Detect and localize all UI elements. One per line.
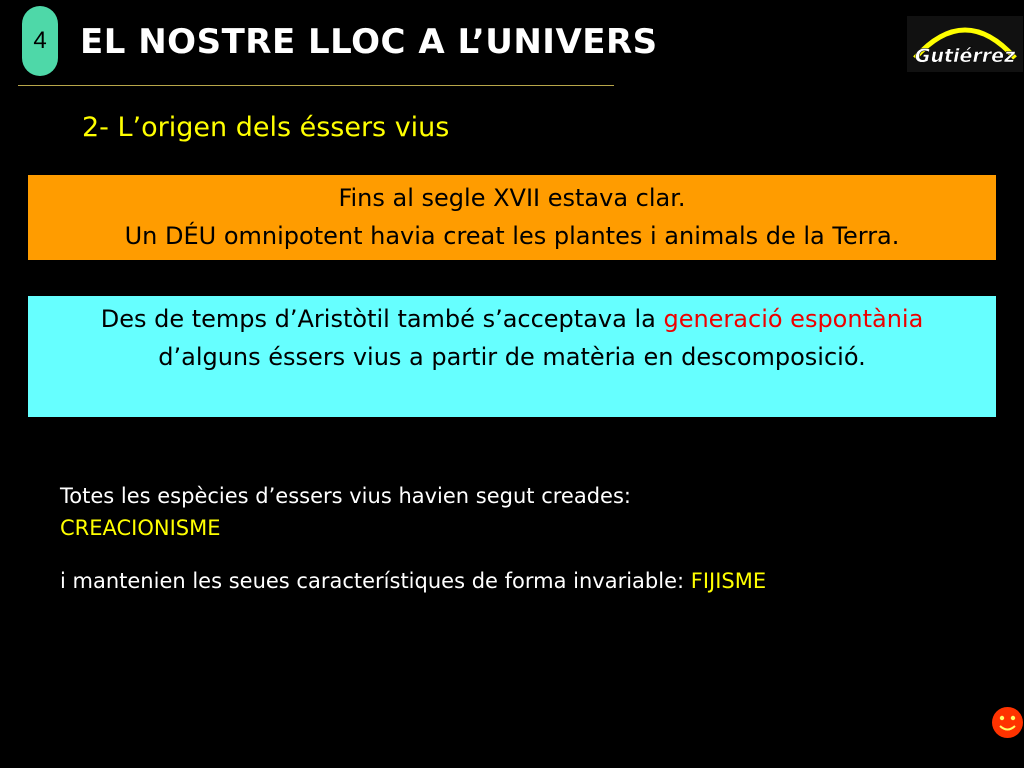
fixism-paragraph — [60, 565, 766, 597]
box-text-before: Des de temps d’Aristòtil també s’acceptava la — [100, 305, 664, 333]
context-line-1: Fins al segle XVII estava clar. — [338, 184, 686, 212]
slide-number: 4 — [33, 27, 47, 54]
creationism-term: CREACIONISME — [60, 516, 221, 540]
gutierrez-logo — [907, 16, 1023, 72]
creationism-text: Totes les espècies d’essers vius havien segut creades: — [60, 484, 631, 508]
logo-text: Gutiérrez — [914, 45, 1016, 67]
box-text-after: d’alguns éssers vius a partir de matèria en descomposició. — [158, 343, 866, 371]
slide-title: EL NOSTRE LLOC A L’UNIVERS — [80, 22, 658, 62]
fixism-term: FIJISME — [690, 569, 767, 593]
highlight-term: generació espontània — [663, 305, 924, 333]
smiley-face-icon[interactable] — [991, 706, 1024, 739]
title-divider — [18, 85, 614, 86]
creationism-paragraph — [60, 480, 631, 544]
fixism-text: i mantenien les seues característiques de forma invariable: — [60, 569, 691, 593]
context-box — [28, 175, 996, 260]
slide-subtitle: 2- L’origen dels éssers vius — [82, 112, 450, 143]
slide-number-badge — [22, 6, 58, 76]
context-line-2: Un DÉU omnipotent havia creat les plantes i animals de la Terra. — [124, 222, 900, 250]
spontaneous-generation-box — [28, 296, 996, 417]
